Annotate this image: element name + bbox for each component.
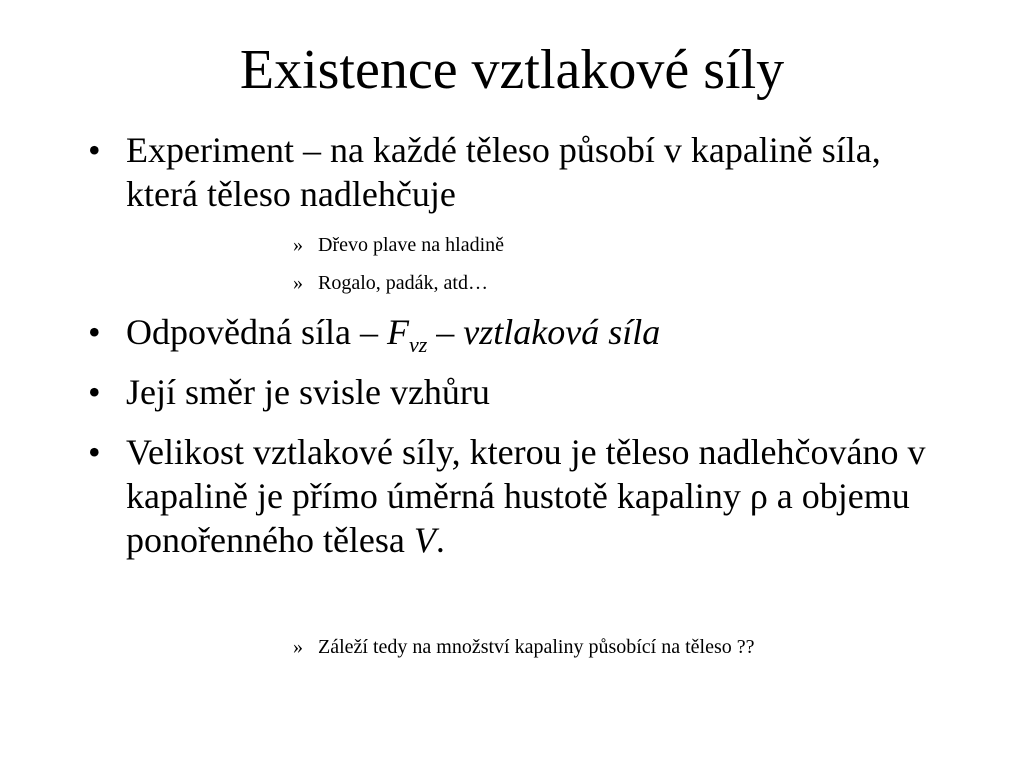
subitem-marker: » bbox=[293, 272, 303, 294]
subitem-drevo bbox=[293, 232, 993, 258]
bullet-text-after: . bbox=[435, 520, 445, 560]
volume-symbol: V bbox=[413, 520, 436, 560]
subitem-text: Dřevo plave na hladině bbox=[318, 234, 505, 256]
subitem-rogalo bbox=[293, 270, 993, 296]
bullet-item-magnitude bbox=[88, 430, 948, 562]
subitem-text: Rogalo, padák, atd… bbox=[318, 272, 488, 294]
force-symbol: F bbox=[386, 312, 409, 352]
bullet-marker: • bbox=[88, 312, 101, 352]
bullet-text-before: Odpovědná síla – bbox=[126, 312, 387, 352]
bullet-text-main: Velikost vztlakové síly, kterou je těleso nadlehčováno v kapalině je přímo úměrná hustotě kapaliny ρ a objemu ponořenného tělesa bbox=[126, 432, 926, 560]
bullet-marker: • bbox=[88, 130, 101, 170]
subitem-marker: » bbox=[293, 636, 303, 658]
bullet-text: Její směr je svisle vzhůru bbox=[126, 372, 490, 412]
bullet-text: Experiment – na každé těleso působí v kapalině síla, která těleso nadlehčuje bbox=[126, 130, 881, 214]
subitem-marker: » bbox=[293, 234, 303, 256]
bullet-marker: • bbox=[88, 372, 101, 412]
subitem-question bbox=[293, 634, 993, 660]
bullet-text bbox=[126, 310, 948, 357]
subitem-text: Záleží tedy na množství kapaliny působící na těleso ?? bbox=[318, 636, 755, 658]
bullet-text-after: – vztlaková síla bbox=[427, 312, 661, 352]
bullet-item-force bbox=[88, 310, 948, 357]
bullet-item-experiment bbox=[88, 128, 948, 216]
force-symbol-subscript: vz bbox=[408, 332, 428, 357]
slide-title: Existence vztlakové síly bbox=[239, 39, 785, 101]
bullet-item-direction bbox=[88, 370, 948, 414]
bullet-text bbox=[126, 430, 948, 562]
bullet-marker: • bbox=[88, 432, 101, 472]
